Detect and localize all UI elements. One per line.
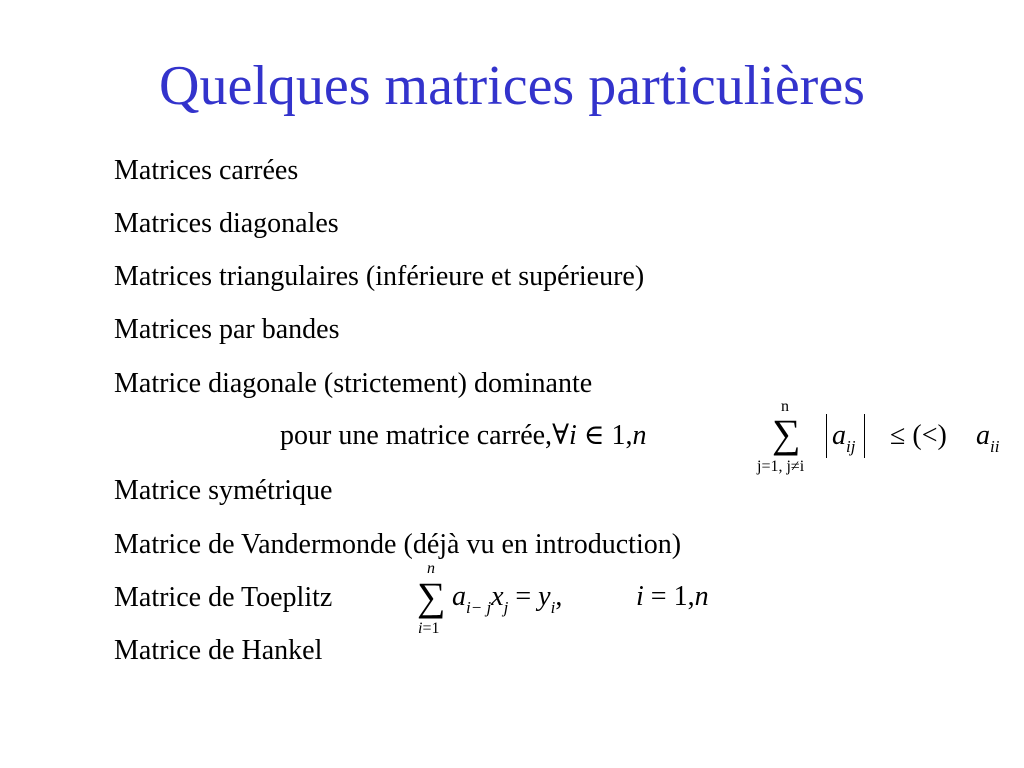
a-term: a	[452, 581, 466, 612]
item-matrice-hankel: Matrice de Hankel	[114, 635, 323, 666]
toeplitz-sum-lower: i=1	[418, 620, 440, 637]
abs-left-bar	[826, 414, 827, 458]
toeplitz-index-range: i = 1,n	[636, 581, 709, 612]
element-of-symbol: ∈	[583, 420, 605, 451]
item-diagonale-dominante: Matrice diagonale (strictement) dominante	[114, 368, 593, 399]
item-matrice-symetrique: Matrice symétrique	[114, 475, 333, 506]
forall-symbol: ∀	[552, 420, 569, 451]
sum-lower-limit: j=1, j≠i	[757, 458, 805, 475]
range-start: 1,	[611, 420, 633, 451]
dominance-text: pour une matrice carrée,	[280, 420, 553, 451]
y-subscript: i	[550, 598, 556, 617]
item-matrice-vandermonde: Matrice de Vandermonde (déjà vu en introduction)	[114, 529, 682, 560]
item-matrice-toeplitz: Matrice de Toeplitz	[114, 582, 333, 613]
abs-right-bar	[864, 414, 865, 458]
var-i: i	[568, 420, 577, 451]
y-term: y	[538, 581, 551, 612]
x-term: x	[491, 581, 504, 612]
toeplitz-sigma-symbol: ∑	[417, 574, 446, 619]
a-subscript: i− j	[466, 598, 492, 617]
item-matrices-par-bandes: Matrices par bandes	[114, 314, 340, 345]
equals-sign: =	[515, 581, 532, 612]
a-ij-term: $a_{ij}$	[832, 420, 856, 456]
dominance-condition	[280, 421, 646, 451]
x-subscript: j	[503, 598, 509, 617]
toeplitz-equation	[452, 582, 562, 615]
item-matrices-diagonales: Matrices diagonales	[114, 208, 339, 239]
sum-sigma-symbol: ∑	[772, 411, 801, 456]
a-ii-term: $a_{ii}$	[976, 420, 1000, 456]
toeplitz-sum-upper: n	[427, 560, 435, 577]
item-matrices-triangulaires: Matrices triangulaires (inférieure et supérieure)	[114, 261, 645, 292]
sum-upper-limit: n	[781, 398, 789, 415]
item-matrices-carrees: Matrices carrées	[114, 155, 299, 186]
var-n: n	[632, 420, 647, 451]
slide-title: Quelques matrices particulières	[159, 55, 865, 117]
comma: ,	[555, 581, 563, 612]
relation-symbol: ≤ (<)	[890, 420, 947, 451]
